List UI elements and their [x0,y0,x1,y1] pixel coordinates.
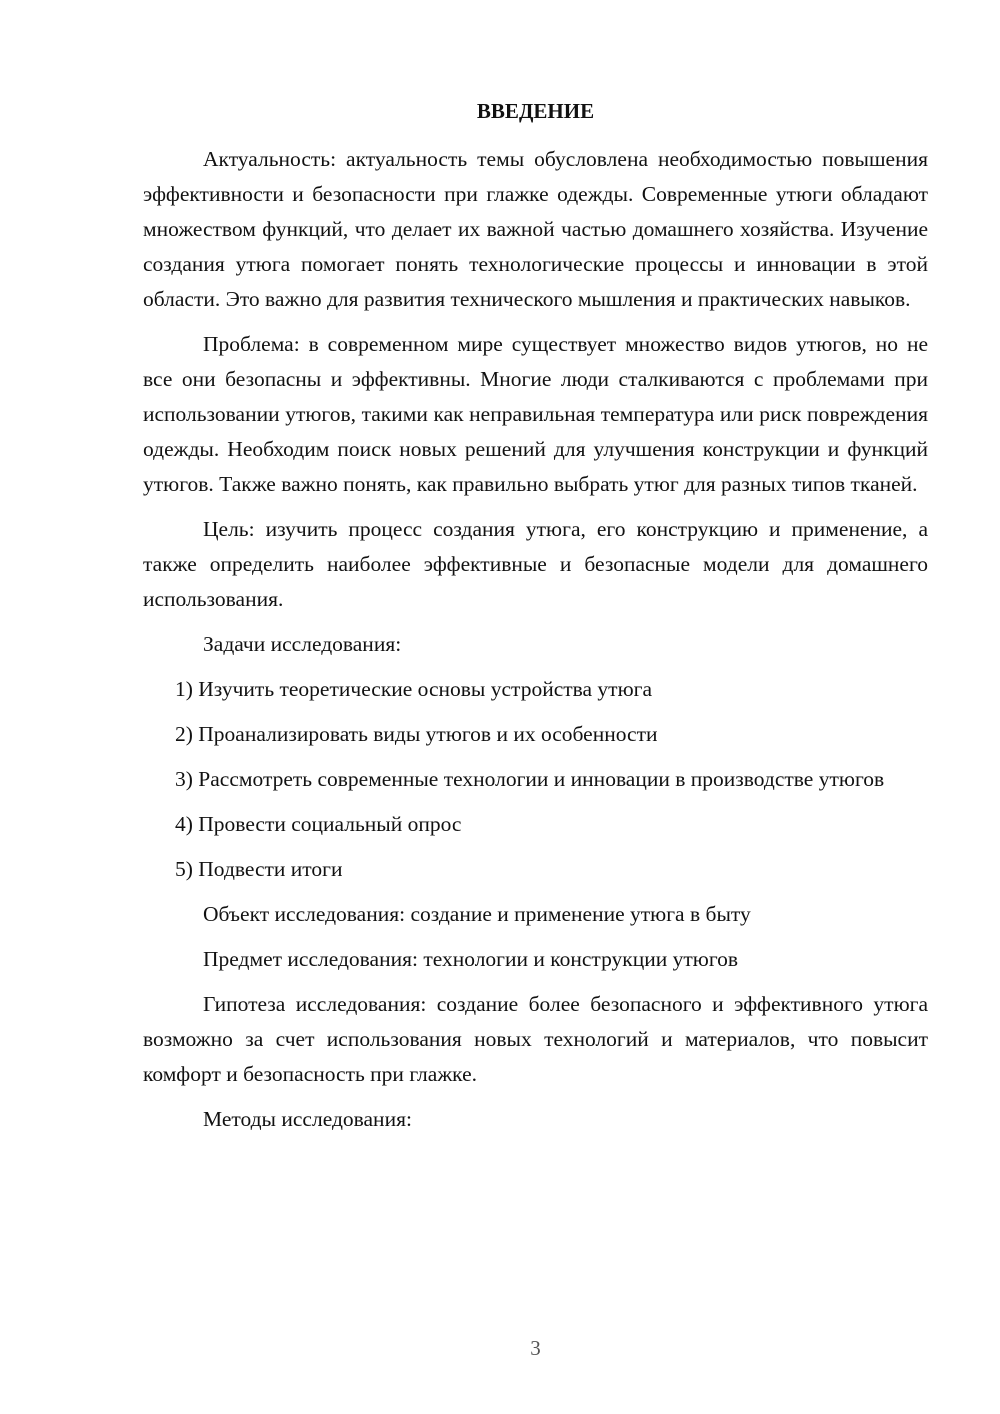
hypothesis-paragraph: Гипотеза исследования: создание более безопасного и эффективного утюга возможно за счет использования новых технологий и материалов, что повысит комфорт и безопасность при глажке. [143,992,928,1086]
page-number: 3 [530,1336,541,1360]
task-item-3: 3) Рассмотреть современные технологии и инновации в производстве утюгов [175,767,885,791]
document-body [143,142,928,1147]
problem-paragraph: Проблема: в современном мире существует множество видов утюгов, но не все они безопасны и эффективны. Многие люди сталкиваются с проблемами при использовании утюгов, такими как неправильная температура или риск повреждения одежды. Необходим поиск новых решений для улучшения конструкции и функций утюгов. Также важно понять, как правильно выбрать утюг для разных типов тканей. [143,332,928,496]
relevance-paragraph: Актуальность: актуальность темы обусловлена необходимостью повышения эффективности и безопасности при глажке одежды. Современные утюги обладают множеством функций, что делает их важной частью домашнего хозяйства. Изучение создания утюга помогает понять технологические процессы и инновации в этой области. Это важно для развития технического мышления и практических навыков. [143,147,928,311]
research-subject: Предмет исследования: технологии и конструкции утюгов [203,947,739,971]
methods-heading: Методы исследования: [203,1107,412,1131]
goal-paragraph: Цель: изучить процесс создания утюга, его конструкцию и применение, а также определить наиболее эффективные и безопасные модели для домашнего использования. [143,517,928,611]
task-item-4: 4) Провести социальный опрос [175,812,462,836]
page-title: ВВЕДЕНИЕ [476,99,595,123]
tasks-heading: Задачи исследования: [203,632,402,656]
research-object: Объект исследования: создание и применение утюга в быту [203,902,751,926]
document-page [143,0,928,1414]
task-item-2: 2) Проанализировать виды утюгов и их особенности [175,722,658,746]
task-item-5: 5) Подвести итоги [175,857,343,881]
task-item-1: 1) Изучить теоретические основы устройства утюга [175,677,652,701]
tasks-list [143,672,928,887]
